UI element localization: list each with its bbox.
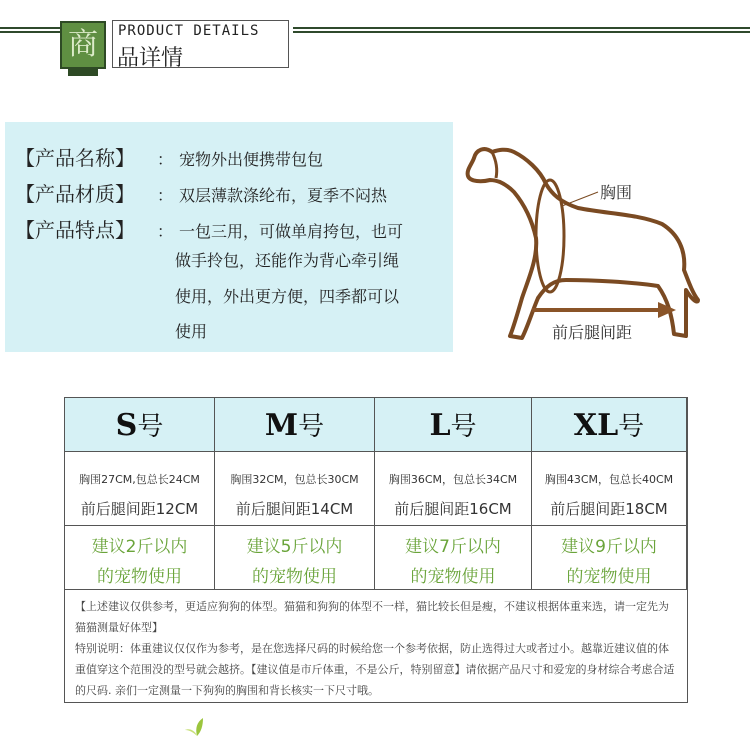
size-chest-total: 胸围27CM,包总长24CM — [79, 473, 200, 486]
info-val-feature-line: 使用，外出更方便，四季都可以 — [175, 287, 400, 306]
header-title-box — [112, 20, 289, 71]
size-chest-total: 胸围32CM，包总长30CM — [230, 473, 359, 486]
size-recommend: 建议2斤以内 — [91, 537, 188, 557]
info-val-feature-line: 做手拎包，还能作为背心牵引绳 — [175, 251, 400, 270]
size-column-xl — [532, 398, 687, 590]
size-recommend-suffix: 的宠物使用 — [410, 567, 496, 587]
size-recommend-suffix: 的宠物使用 — [566, 567, 652, 587]
size-column-m — [215, 398, 375, 590]
header-rule-right — [293, 27, 750, 33]
dog-ear-outline — [492, 152, 497, 178]
size-heading: M号 — [215, 398, 374, 452]
size-recommend: 建议7斤以内 — [405, 537, 501, 557]
header-rule-left — [0, 27, 62, 33]
size-recommend-suffix: 的宠物使用 — [252, 567, 337, 587]
info-key-feature: 【产品特点】 — [15, 218, 135, 242]
info-val-feature-line: 使用 — [175, 322, 208, 341]
size-chest-total: 胸围36CM，包总长34CM — [388, 473, 518, 486]
row-divider — [215, 525, 374, 526]
size-note — [75, 596, 677, 701]
size-leg-distance: 前后腿间距18CM — [550, 500, 668, 518]
size-heading: L号 — [375, 398, 531, 452]
dog-measure-diagram — [462, 140, 707, 350]
product-info-panel — [5, 122, 453, 352]
dog-outline-icon — [462, 140, 707, 350]
info-key-name: 【产品名称】 — [15, 146, 135, 170]
row-divider — [65, 525, 214, 526]
size-leg-distance: 前后腿间距12CM — [80, 500, 199, 518]
info-val-material: 双层薄款涤纶布，夏季不闷热 — [179, 186, 388, 205]
info-colon: ： — [157, 222, 174, 241]
size-recommend-suffix: 的宠物使用 — [97, 567, 182, 587]
header-title-cn: 品详情 — [117, 46, 184, 71]
info-val-name: 宠物外出便携带包包 — [179, 150, 324, 169]
size-leg-distance: 前后腿间距14CM — [235, 500, 354, 518]
info-colon: ： — [157, 186, 174, 205]
note-line-1: 【上述建议仅供参考，更适应狗狗的体型。猫猫和狗狗的体型不一样，猫比较长但是瘦，不建议根据体重来选，请一定先为猫猫测量好体型】 — [75, 600, 669, 634]
size-recommend: 建议5斤以内 — [246, 537, 343, 557]
header-title-en: PRODUCT DETAILS — [118, 23, 260, 39]
note-line-2: 特别说明：体重建议仅仅作为参考，是在您选择尺码的时候给您一个参考依据，防止选得过大或者过小。越靠近建议值的体重值穿这个范围没的型号就会越挤。【建议值是市斤体重，不是公斤，特别留意】请依据产品尺寸和爱宠的身材综合考虑合适的尺码. 亲们一定测量一下狗狗的胸围和背长核实一下尺寸哦。 — [75, 642, 675, 697]
info-key-material: 【产品材质】 — [15, 182, 135, 206]
size-column-l — [375, 398, 532, 590]
size-recommend: 建议9斤以内 — [561, 537, 657, 557]
leaf-icon — [185, 718, 215, 736]
leg-distance-label: 前后腿间距 — [552, 323, 633, 342]
row-divider — [375, 525, 531, 526]
chest-label: 胸围 — [600, 183, 633, 202]
header-badge: 商 — [60, 21, 106, 69]
note-divider — [65, 589, 687, 590]
size-table — [64, 397, 688, 703]
info-row-name — [15, 142, 323, 171]
size-heading: S号 — [65, 398, 214, 452]
chest-pointer-line — [562, 192, 598, 206]
info-colon: ： — [157, 150, 174, 169]
info-row-material — [15, 178, 387, 207]
info-val-feature-line: 一包三用，可做单肩挎包，也可 — [179, 222, 404, 241]
size-column-s — [65, 398, 215, 590]
chest-measure-ring — [536, 180, 564, 292]
size-heading: XL号 — [532, 398, 686, 452]
size-chest-total: 胸围43CM，包总长40CM — [544, 473, 674, 486]
size-leg-distance: 前后腿间距16CM — [394, 500, 512, 518]
row-divider — [532, 525, 686, 526]
info-row-feature — [15, 214, 403, 243]
